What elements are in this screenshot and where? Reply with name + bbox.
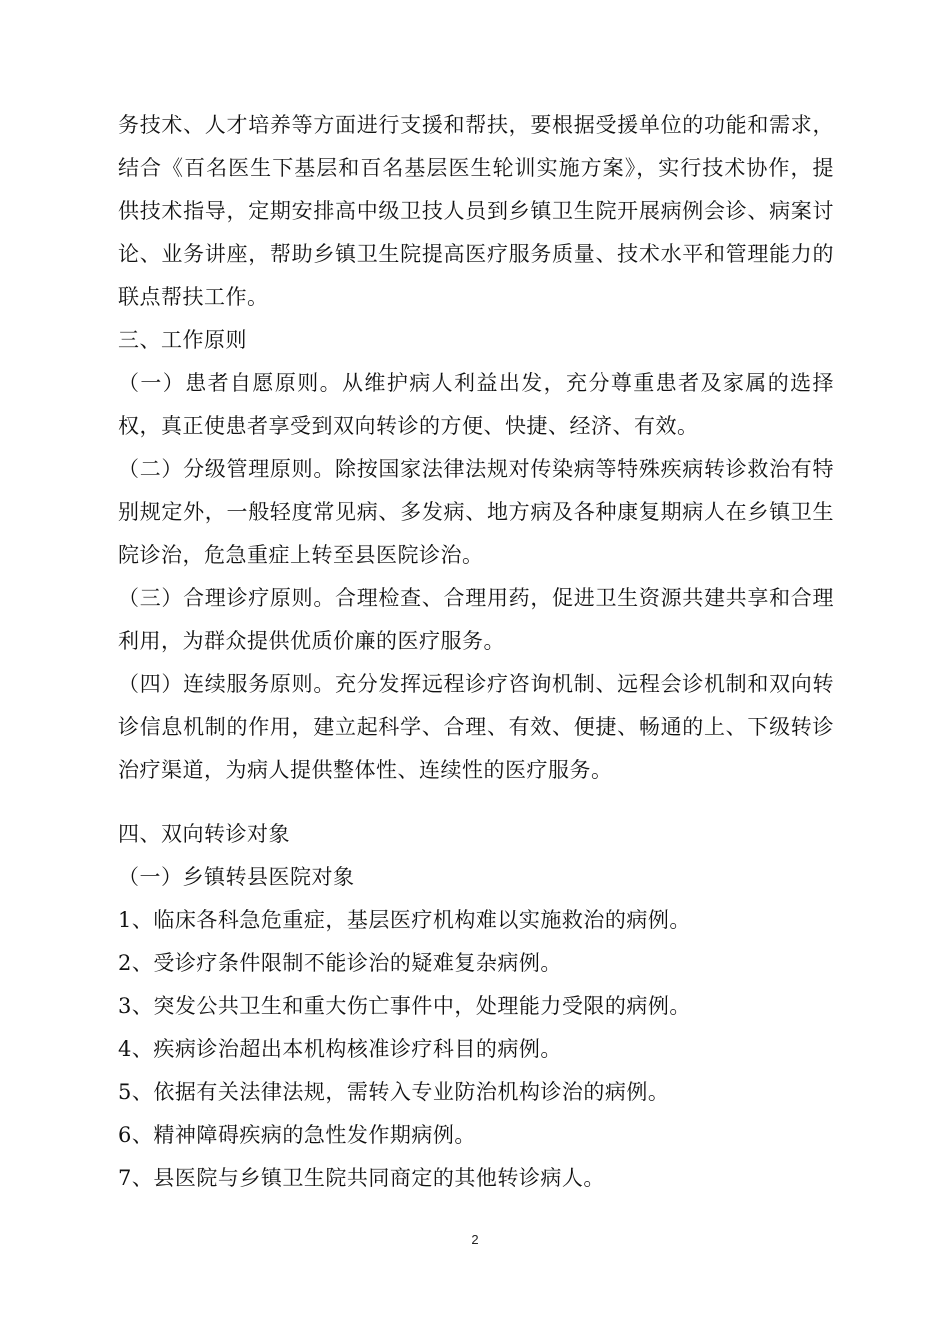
referral-item: 7、县医院与乡镇卫生院共同商定的其他转诊病人。 bbox=[118, 1166, 605, 1190]
document-body bbox=[118, 104, 834, 1200]
principle-item: （二）分级管理原则。除按国家法律法规对传染病等特殊疾病转诊救治有特别规定外，一般轻度常见病、多发病、地方病及各种康复期病人在乡镇卫生院诊治，危急重症上转至县医院诊治。 bbox=[118, 457, 834, 567]
referral-item: 4、疾病诊治超出本机构核准诊疗科目的病例。 bbox=[118, 1037, 562, 1061]
referral-item: 3、突发公共卫生和重大伤亡事件中，处理能力受限的病例。 bbox=[118, 994, 691, 1018]
referral-item: 6、精神障碍疾病的急性发作期病例。 bbox=[118, 1123, 476, 1147]
referral-item: 2、受诊疗条件限制不能诊治的疑难复杂病例。 bbox=[118, 951, 562, 975]
referral-item: 5、依据有关法律法规，需转入专业防治机构诊治的病例。 bbox=[118, 1080, 670, 1104]
paragraph-intro: 务技术、人才培养等方面进行支援和帮扶，要根据受援单位的功能和需求，结合《百名医生下基层和百名基层医生轮训实施方案》，实行技术协作，提供技术指导，定期安排高中级卫技人员到乡镇卫生院开展病例会诊、病案讨论、业务讲座，帮助乡镇卫生院提高医疗服务质量、技术水平和管理能力的联点帮扶工作。 bbox=[118, 113, 834, 309]
page-number: 2 bbox=[471, 1232, 479, 1247]
subheading-township-to-county: （一）乡镇转县医院对象 bbox=[118, 865, 355, 889]
section-heading-referral-targets: 四、双向转诊对象 bbox=[118, 822, 290, 846]
section-heading-principles: 三、工作原则 bbox=[118, 328, 247, 352]
principle-item: （三）合理诊疗原则。合理检查、合理用药，促进卫生资源共建共享和合理利用，为群众提供优质价廉的医疗服务。 bbox=[118, 586, 834, 653]
principle-item: （四）连续服务原则。充分发挥远程诊疗咨询机制、远程会诊机制和双向转诊信息机制的作用，建立起科学、合理、有效、便捷、畅通的上、下级转诊治疗渠道，为病人提供整体性、连续性的医疗服务。 bbox=[118, 672, 834, 782]
principle-item: （一）患者自愿原则。从维护病人利益出发，充分尊重患者及家属的选择权，真正使患者享受到双向转诊的方便、快捷、经济、有效。 bbox=[118, 371, 834, 438]
referral-item: 1、临床各科急危重症，基层医疗机构难以实施救治的病例。 bbox=[118, 908, 691, 932]
